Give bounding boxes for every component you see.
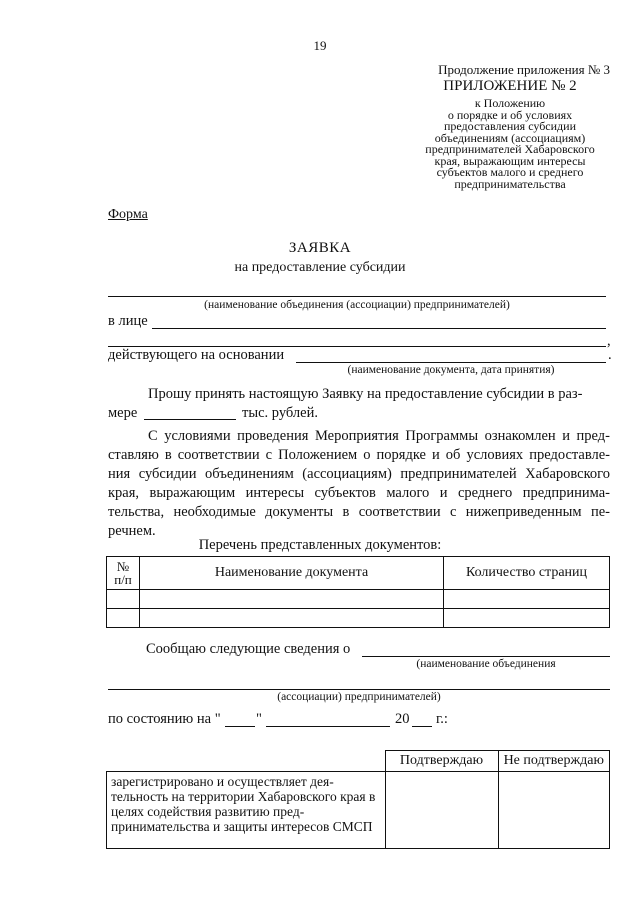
- documents-list-title: Перечень представленных документов:: [198, 537, 442, 553]
- appendix-desc-line: края, выражающим интересы: [434, 153, 586, 168]
- basis-doc-caption: (наименование документа, дата принятия): [347, 364, 555, 376]
- registration-statement-cell: зарегистрировано и осуществляет дея- тельность на территории Хабаровского края в целях содействия развитию пред- принимательства и защиты интересов СМСП: [107, 772, 386, 849]
- org-name-info-field[interactable]: [362, 656, 610, 657]
- form-label: Форма: [108, 207, 148, 222]
- table-header-row: [107, 557, 610, 590]
- confirmation-table: [106, 750, 610, 849]
- paragraph-line: тельства, необходимые документы в соответствии с нижеприведенным пе-: [108, 504, 610, 520]
- conditions-paragraph: [108, 427, 610, 541]
- appendix-desc-line: о порядке и об условиях: [447, 107, 573, 122]
- period-mark: .: [608, 347, 612, 363]
- table-row: [107, 590, 610, 609]
- col-number-header: [107, 557, 140, 590]
- table-cell[interactable]: [107, 609, 140, 628]
- paragraph-line-start: мере: [108, 405, 138, 421]
- acting-basis-field[interactable]: [296, 362, 606, 363]
- empty-header-cell: [107, 751, 386, 772]
- col-name-header: Наименование документа: [140, 557, 444, 590]
- page-number: 19: [313, 38, 327, 53]
- comma-mark: ,: [607, 333, 611, 349]
- documents-table: [106, 556, 610, 628]
- col-number-line: п/п: [114, 572, 132, 587]
- paragraph-line: ния субсидии объединениям (ассоциациям) предпринимателей Хабаровского: [108, 466, 610, 482]
- org-name-caption: (наименование объединения (ассоциации) предпринимателей): [204, 299, 510, 311]
- acting-basis-label: действующего на основании: [108, 347, 285, 363]
- table-header-row: [107, 751, 610, 772]
- year-prefix: 20: [395, 711, 410, 727]
- appendix-desc-line: предпринимателей Хабаровского: [425, 142, 595, 156]
- subsidy-request-paragraph: [108, 385, 610, 423]
- org-name-field[interactable]: [108, 296, 606, 297]
- not-confirm-cell[interactable]: [498, 772, 610, 849]
- appendix-desc-line: к Положению: [474, 96, 546, 110]
- table-cell[interactable]: [444, 609, 610, 628]
- month-field[interactable]: [266, 726, 390, 727]
- document-subtitle: на предоставление субсидии: [234, 260, 406, 275]
- appendix-description: [410, 98, 610, 190]
- table-row: [107, 609, 610, 628]
- org-name-info-caption: (наименование объединения: [416, 658, 556, 670]
- year-field[interactable]: [412, 726, 432, 727]
- paragraph-line: края, выражающим интересы субъектов малого и среднего предпринима-: [108, 485, 610, 501]
- appendix-desc-line: предоставления субсидии: [443, 119, 577, 133]
- org-name-info-field-continued[interactable]: [108, 689, 610, 690]
- confirm-cell[interactable]: [385, 772, 498, 849]
- appendix-desc-line: субъектов малого и среднего: [436, 165, 584, 179]
- table-cell[interactable]: [140, 590, 444, 609]
- appendix-desc-line: предпринимательства: [454, 176, 566, 191]
- col-confirm-header: Подтверждаю: [385, 751, 498, 772]
- in-person-label: в лице: [108, 313, 148, 329]
- continuation-note: Продолжение приложения № 3: [438, 62, 610, 77]
- paragraph-line: Прошу принять настоящую Заявку на предоставление субсидии в раз-: [148, 386, 583, 402]
- col-number-line: №: [116, 559, 130, 574]
- paragraph-line: С условиями проведения Мероприятия Программы ознакомлен и пред-: [148, 428, 610, 444]
- as-of-date-label: по состоянию на ": [108, 711, 221, 727]
- paragraph-line: ставляю в соответствии с Положением о порядке и об условиях предоставле-: [108, 447, 610, 463]
- document-title: ЗАЯВКА: [288, 240, 352, 256]
- year-suffix: г.:: [436, 711, 448, 727]
- col-not-confirm-header: Не подтверждаю: [498, 751, 610, 772]
- col-pages-header: Количество страниц: [444, 557, 610, 590]
- in-person-field[interactable]: [152, 328, 606, 329]
- table-row: [107, 772, 610, 849]
- info-lead-label: Сообщаю следующие сведения о: [146, 641, 351, 657]
- org-name-info-caption-continued: (ассоциации) предпринимателей): [277, 691, 441, 703]
- quote-close: ": [256, 711, 262, 727]
- appendix-desc-line: объединениям (ассоциациям): [434, 130, 586, 145]
- day-field[interactable]: [225, 726, 255, 727]
- paragraph-line-end: тыс. рублей.: [242, 405, 318, 421]
- table-cell[interactable]: [140, 609, 444, 628]
- paragraph-line: речнем.: [108, 523, 156, 539]
- table-cell[interactable]: [444, 590, 610, 609]
- table-cell[interactable]: [107, 590, 140, 609]
- subsidy-amount-field[interactable]: [144, 419, 236, 420]
- appendix-title: ПРИЛОЖЕНИЕ № 2: [443, 78, 577, 94]
